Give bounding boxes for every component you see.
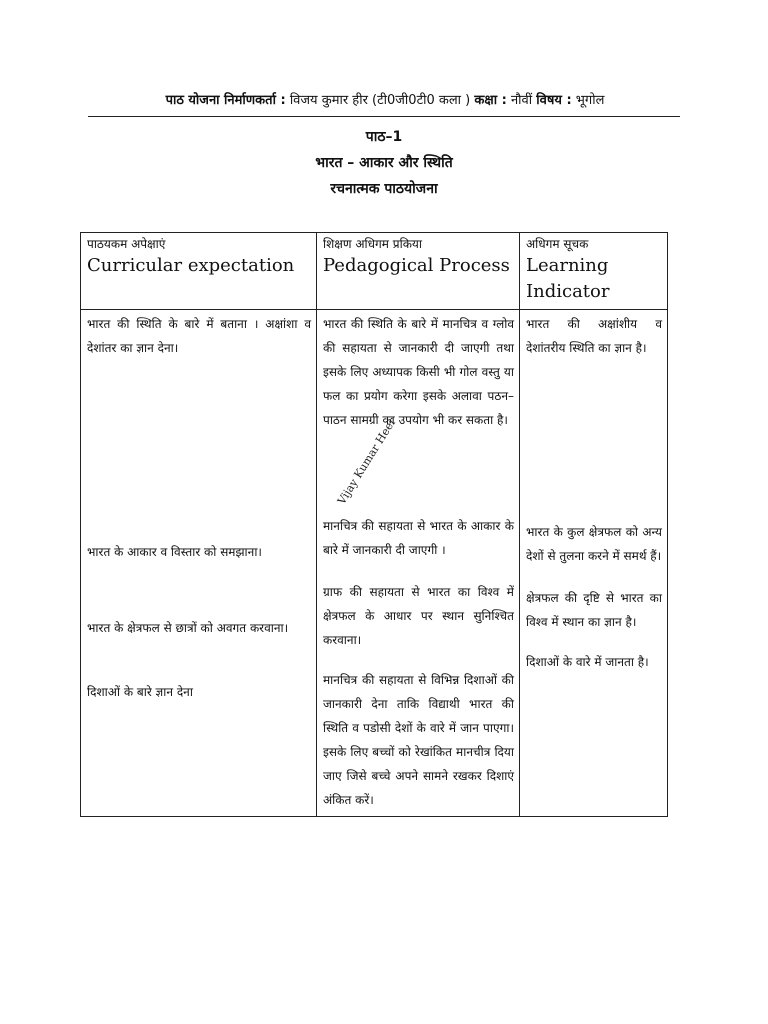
header-hindi: पाठयकम अपेक्षाएं [87,237,166,251]
header-cell-process [317,233,520,310]
title-block [0,124,768,202]
header-english: Learning Indicator [526,255,610,302]
header-divider [88,116,680,117]
process-column [317,310,520,817]
header-english: Curricular expectation [87,255,295,276]
document-header [90,90,680,112]
lesson-plan-table [80,232,668,817]
table-header-row [81,233,668,310]
class-label: कक्षा : [474,93,507,108]
indicator-column [520,310,668,817]
plan-title: रचनात्मक पाठयोजना [330,181,438,197]
chapter-title: भारत – आकार और स्थिति [315,155,453,171]
process-text: ग्राफ की सहायता से भारत का विश्व में क्षेत्रफल के आधार पर स्थान सुनिश्चित करवाना। [323,585,514,647]
author-label: पाठ योजना निर्माणकर्ता : [165,93,286,108]
header-cell-curricular [81,233,317,310]
curricular-column [81,310,317,817]
author-watermark: Vijay Kumar Heer [335,415,399,507]
indicator-text: भारत के कुल क्षेत्रफल को अन्य देशों से तुलना करने में समर्थ हैं। [526,525,662,563]
subject-label: विषय : [536,93,572,108]
curricular-text: भारत के आकार व विस्तार को समझाना। [87,545,262,559]
class-value: नौवीं [510,93,533,108]
process-text: मानचित्र की सहायता से विभिन्न दिशाओं की जानकारी देना ताकि विद्याथी भारत की स्थिति व पडोसी देशों के वारे में जान पाएगा। इसके लिए बच्चों को रेखांकित मानचीत्र दिया जाए जिसे बच्चे अपने सामने रखकर दिशाएं अंकित करें। [323,673,514,807]
indicator-text: दिशाओं के वारे में जानता है। [526,655,649,669]
indicator-text: क्षेत्रफल की दृष्टि से भारत का विश्व में स्थान का ज्ञान है। [526,591,662,629]
table-body-row [81,310,668,817]
author-value: विजय कुमार हीर (टी0जी0टी0 कला ) [289,93,471,108]
curricular-text: दिशाओं के बारे ज्ञान देना [87,685,193,699]
lesson-title: पाठ–1 [365,129,403,145]
header-english: Pedagogical Process [323,255,510,276]
process-text: भारत की स्थिति के बारे में मानचित्र व ग्लोव की सहायता से जानकारी दी जाएगी तथा इसके लिए अध्यापक किसी भी गोल वस्तु या फल का प्रयोग करेगा इसके अलावा पठन–पाठन सामग्री का उपयोग भी कर सकता है। [323,317,514,427]
header-cell-indicator [520,233,668,310]
header-hindi: अधिगम सूचक [526,237,589,251]
header-hindi: शिक्षण अधिगम प्रकिया [323,237,422,251]
curricular-text: भारत की स्थिति के बारे में बताना । अक्षांशा व देशांतर का ज्ञान देना। [87,317,311,355]
subject-value: भूगोल [575,93,605,108]
curricular-text: भारत के क्षेत्रफल से छात्रों को अवगत करवाना। [87,621,289,635]
indicator-text: भारत की अक्षांशीय व देशांतरीय स्थिति का ज्ञान है। [526,317,662,355]
process-text: मानचित्र की सहायता से भारत के आकार के बारे में जानकारी दी जाएगी । [323,519,514,557]
